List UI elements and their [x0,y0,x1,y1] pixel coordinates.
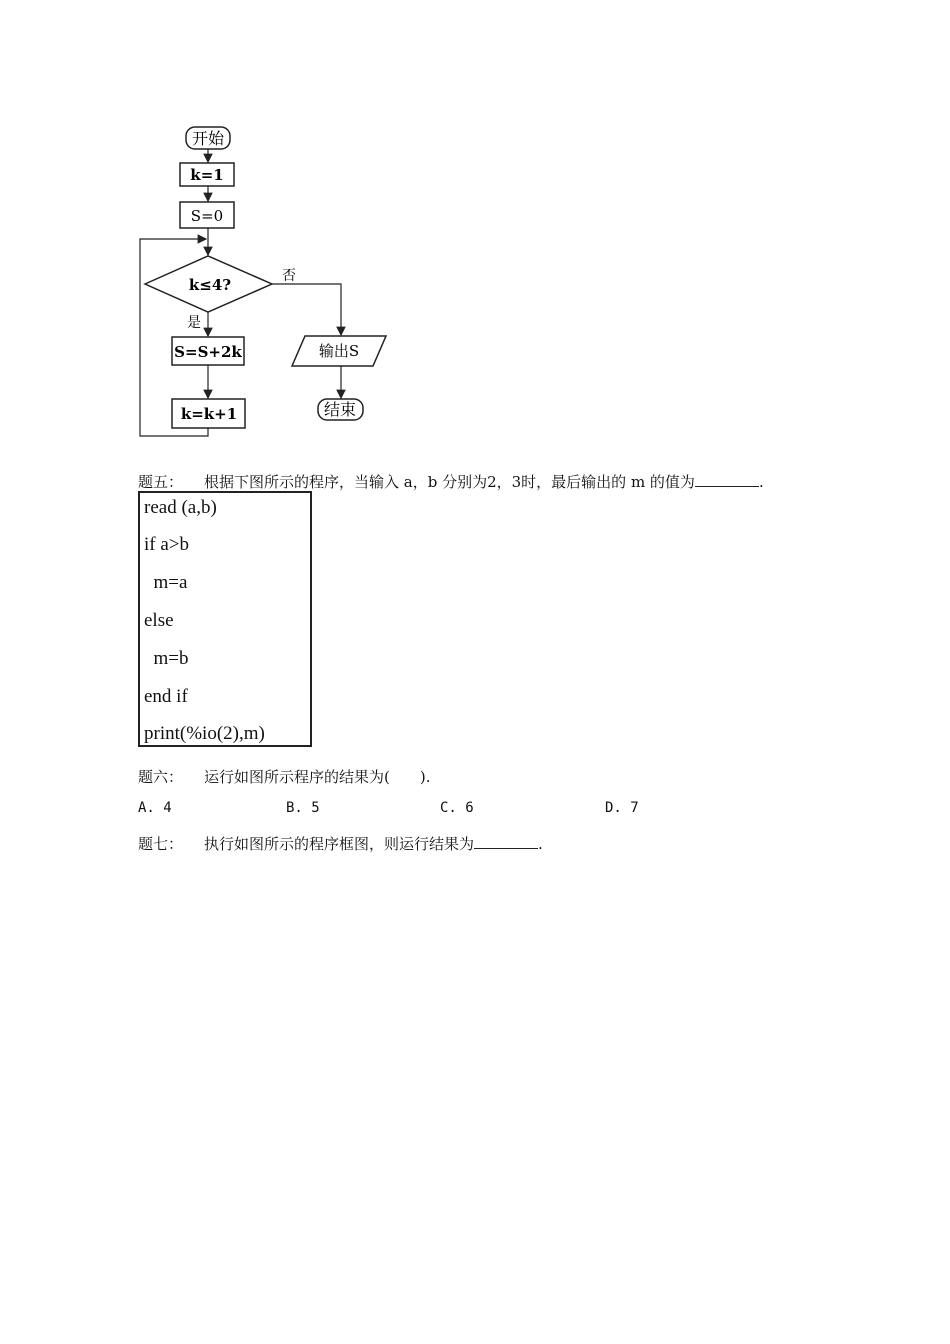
question-5 [138,471,764,492]
question-5-text: 根据下图所示的程序，当输入 a，b 分别为2，3时，最后输出的 m 的值为 [204,473,695,491]
question-6-options [138,800,778,820]
flow-init-s-text: S=0 [190,207,224,225]
code-line: read (a,b) [144,497,217,518]
flow-update-k-text: k=k+1 [180,405,238,423]
question-6 [138,766,430,787]
flow-init-k-text: k=1 [190,166,224,184]
answer-blank [695,474,759,487]
flow-output-text: 输出S [318,342,360,360]
question-7 [138,833,543,854]
code-line: else [144,610,174,631]
code-line: end if [144,686,188,707]
answer-blank [474,836,538,849]
flow-no-label: 否 [282,268,296,284]
question-7-suffix: . [538,835,543,853]
option-d: D. 7 [605,800,639,816]
question-5-suffix: . [758,473,764,491]
program-code-box [138,491,312,747]
flow-update-s-text: S=S+2k [174,343,242,361]
code-line: m=a [144,572,188,593]
option-b: B. 5 [286,800,320,816]
flow-end-text: 结束 [323,400,357,419]
code-line: m=b [144,648,189,669]
flow-yes-label: 是 [187,315,201,331]
question-6-text: 运行如图所示程序的结果为( ). [204,768,431,786]
code-line: if a>b [144,534,190,555]
code-line: print(%io(2),m) [144,723,265,744]
flow-no-line [272,284,341,335]
question-5-label: 题五： [138,473,184,491]
flowchart [130,120,400,450]
option-a: A. 4 [138,800,172,816]
flow-start-text: 开始 [191,129,225,148]
question-7-label: 题七： [138,835,184,853]
question-7-text: 执行如图所示的程序框图，则运行结果为 [204,835,475,853]
option-c: C. 6 [440,800,474,816]
flow-condition-text: k≤4? [188,276,232,294]
question-6-label: 题六： [138,768,184,786]
